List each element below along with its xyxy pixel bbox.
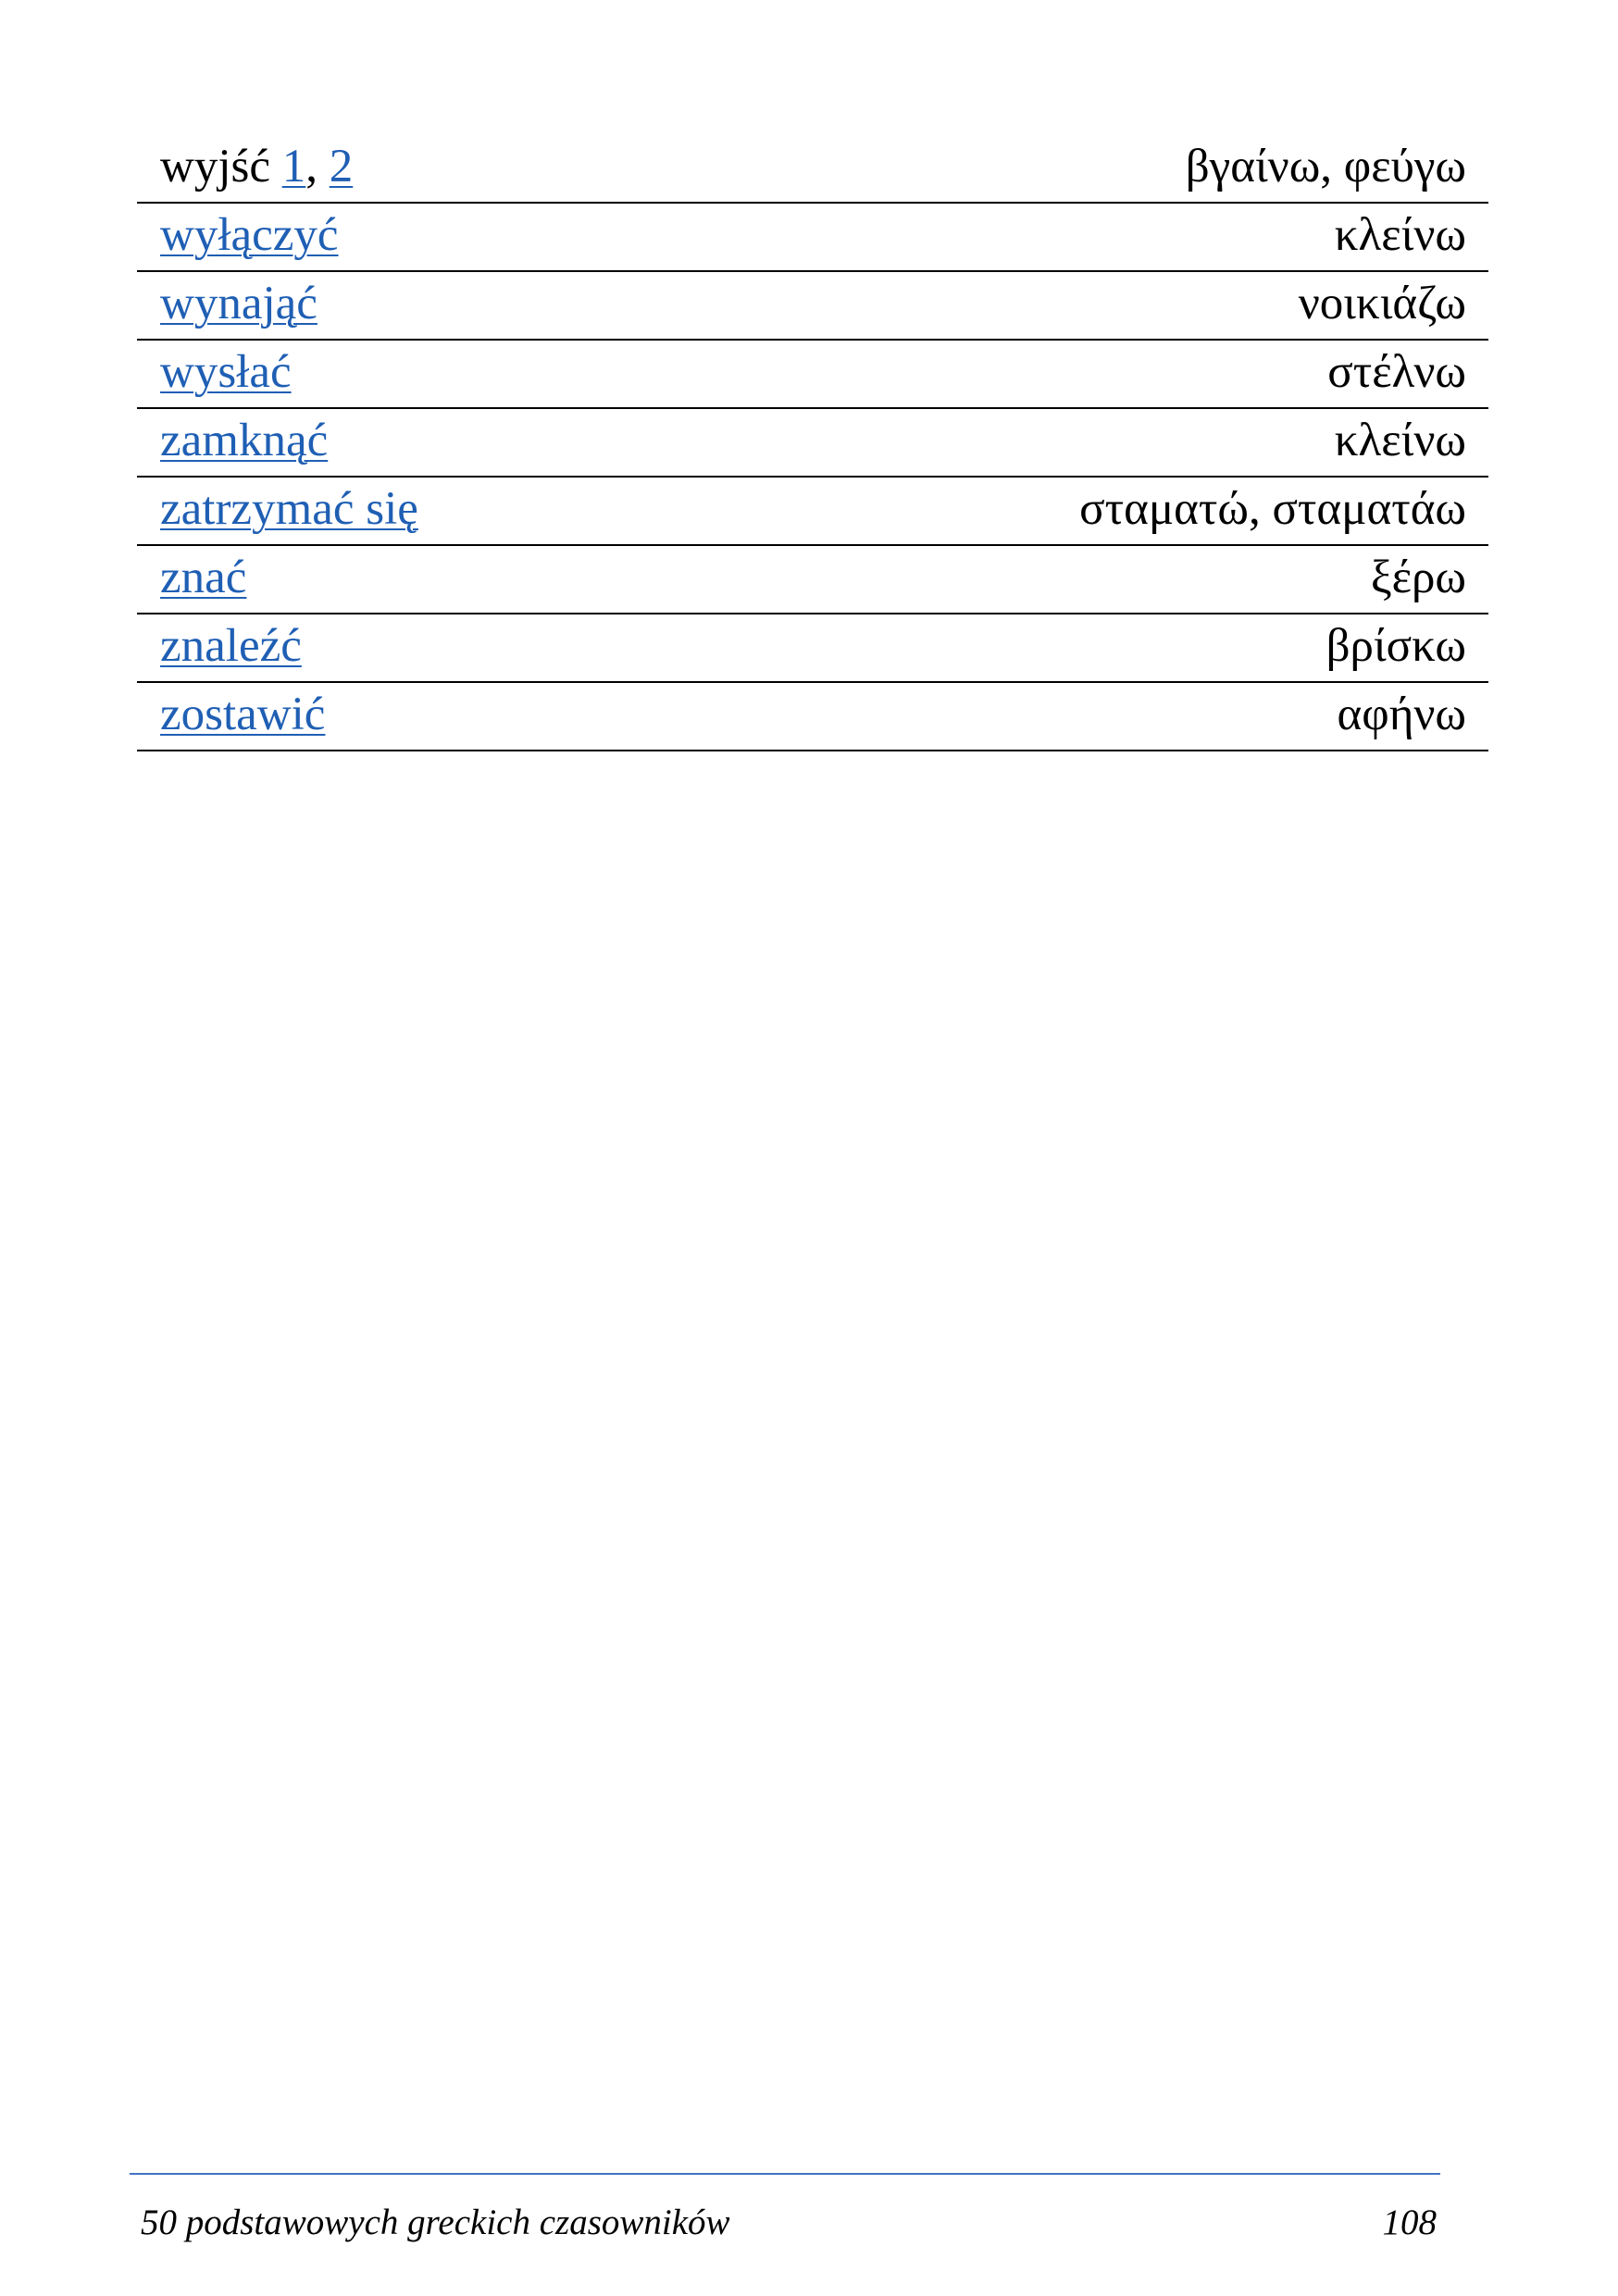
footer-divider (130, 2173, 1440, 2175)
greek-translation: κλείνω (1334, 209, 1466, 261)
link-separator: , (305, 141, 330, 192)
page-number: 108 (1382, 2203, 1437, 2242)
table-row (137, 341, 1488, 409)
greek-translation: βγαίνω, φεύγω (1185, 141, 1466, 192)
polish-term-link[interactable]: zostawić (160, 689, 326, 740)
footer-title: 50 podstawowych greckich czasowników (141, 2203, 730, 2242)
table-row (137, 614, 1488, 683)
polish-term-link[interactable]: wynająć (160, 278, 317, 329)
page-footer (141, 2204, 1437, 2240)
table-row (137, 546, 1488, 614)
greek-translation: αφήνω (1337, 689, 1466, 740)
table-row (137, 478, 1488, 546)
polish-term-link[interactable]: znaleźć (160, 620, 302, 672)
polish-term-link[interactable]: znać (160, 552, 247, 603)
polish-term-link[interactable]: zamknąć (160, 415, 329, 466)
polish-term-link[interactable]: wysłać (160, 346, 292, 398)
reference-link-1[interactable]: 1 (281, 141, 306, 192)
greek-translation: στέλνω (1327, 346, 1466, 398)
greek-translation: βρίσκω (1326, 620, 1466, 672)
greek-translation: κλείνω (1334, 415, 1466, 466)
table-row (137, 272, 1488, 341)
greek-translation: νοικιάζω (1298, 278, 1466, 329)
table-row (137, 204, 1488, 272)
vocabulary-table (137, 135, 1488, 751)
table-row (137, 409, 1488, 478)
greek-translation: ξέρω (1370, 552, 1466, 603)
polish-term (160, 143, 353, 202)
polish-term-link[interactable]: zatrzymać się (160, 483, 418, 535)
greek-translation: σταματώ, σταματάω (1079, 483, 1466, 535)
polish-term-text: wyjść (160, 141, 282, 192)
reference-link-2[interactable]: 2 (329, 141, 354, 192)
table-row (137, 135, 1488, 204)
table-row (137, 683, 1488, 751)
polish-term-link[interactable]: wyłączyć (160, 209, 339, 261)
